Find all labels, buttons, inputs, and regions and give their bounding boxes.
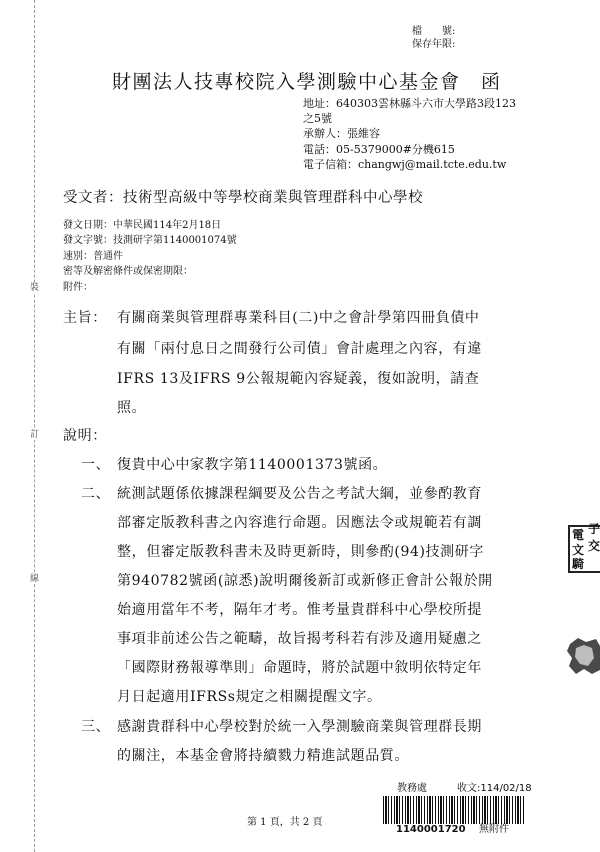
item-number: 一、 — [81, 457, 111, 473]
item-line: 「國際財務報導準則」命題時，將於試題中敘明依特定年 — [117, 660, 482, 676]
issue-date: 發文日期：中華民國114年2月18日 — [63, 220, 222, 231]
item-line: 復貴中心中家教字第1140001373號函。 — [117, 457, 388, 473]
receipt-date: 收文:114/02/18 — [457, 783, 532, 794]
subject-label: 主旨： — [63, 310, 107, 326]
document-number: 發文字號：技測研字第1140001074號 — [63, 235, 237, 246]
security-level: 密等及解密條件或保密期限： — [63, 266, 193, 277]
explanation-label: 說明： — [63, 428, 107, 444]
seal-char: 文 — [572, 543, 585, 557]
item-line: 事項非前述公告之範疇，故旨揭考科若有涉及適用疑慮之 — [117, 631, 482, 647]
subject-line: 照。 — [117, 400, 147, 416]
item-number: 二、 — [81, 486, 111, 502]
file-number-label: 檔 號: — [412, 26, 456, 37]
sender-address-line2: 之5號 — [303, 112, 332, 125]
document-title: 財團法人技專校院入學測驗中心基金會 函 — [112, 71, 502, 93]
binding-mark-staple: 訂 — [30, 430, 40, 440]
ink-blot-mark — [566, 636, 600, 676]
binding-mark-line: 線 — [30, 574, 40, 584]
page-number: 第 1 頁，共 2 頁 — [247, 817, 323, 828]
receipt-number: 1140001720 — [396, 824, 466, 835]
delivery-speed: 速別：普通件 — [63, 251, 123, 262]
item-line: 整，但審定版教科書未及時更新時，則參酌(94)技測研字 — [117, 544, 484, 560]
receipt-department: 教務處 — [397, 783, 427, 794]
sender-address-line1: 地址：640303雲林縣斗六市大學路3段123 — [303, 97, 516, 110]
recipient: 受文者：技術型高級中等學校商業與管理群科中心學校 — [63, 190, 423, 206]
seal-char: 騎 — [572, 557, 585, 571]
seal-char: 子 — [588, 522, 600, 536]
retention-label: 保存年限: — [412, 39, 456, 50]
item-line: 統測試題係依據課程綱要及公告之考試大綱，並參酌教育 — [117, 486, 482, 502]
item-line: 感謝貴群科中心學校對於統一入學測驗商業與管理群長期 — [117, 719, 482, 735]
item-line: 部審定版教科書之內容進行命題。因應法令或規範若有調 — [117, 515, 482, 531]
receipt-attachment-note: 無附件 — [479, 824, 509, 835]
seal-char: 電 — [572, 528, 585, 542]
seal-char: 交 — [588, 539, 600, 553]
item-line: 第940782號函(諒悉)說明爾後新訂或新修正會計公報於開 — [117, 573, 493, 589]
item-line: 的關注，本基金會將持續戮力精進試題品質。 — [117, 748, 409, 764]
electronic-document-seal — [568, 522, 600, 573]
sender-phone: 電話：05-5379000#分機615 — [303, 143, 455, 156]
binding-line — [34, 0, 35, 852]
item-line: 月日起適用IFRSs規定之相關提醒文字。 — [117, 689, 382, 705]
subject-line: IFRS 13及IFRS 9公報規範內容疑義，復如說明，請查 — [117, 371, 480, 387]
attachment: 附件： — [63, 282, 93, 293]
receipt-barcode — [383, 796, 525, 824]
binding-mark-bind: 裝 — [30, 283, 40, 293]
item-number: 三、 — [81, 719, 111, 735]
subject-line: 有關商業與管理群專業科目(二)中之會計學第四冊負債中 — [117, 310, 480, 326]
item-line: 始適用當年不考，隔年才考。惟考量貴群科中心學校所提 — [117, 602, 482, 618]
sender-handler: 承辦人：張維容 — [303, 127, 380, 140]
subject-line: 有關「兩付息日之間發行公司債」會計處理之內容，有違 — [117, 341, 482, 357]
sender-email: 電子信箱：changwj@mail.tcte.edu.tw — [303, 158, 507, 171]
